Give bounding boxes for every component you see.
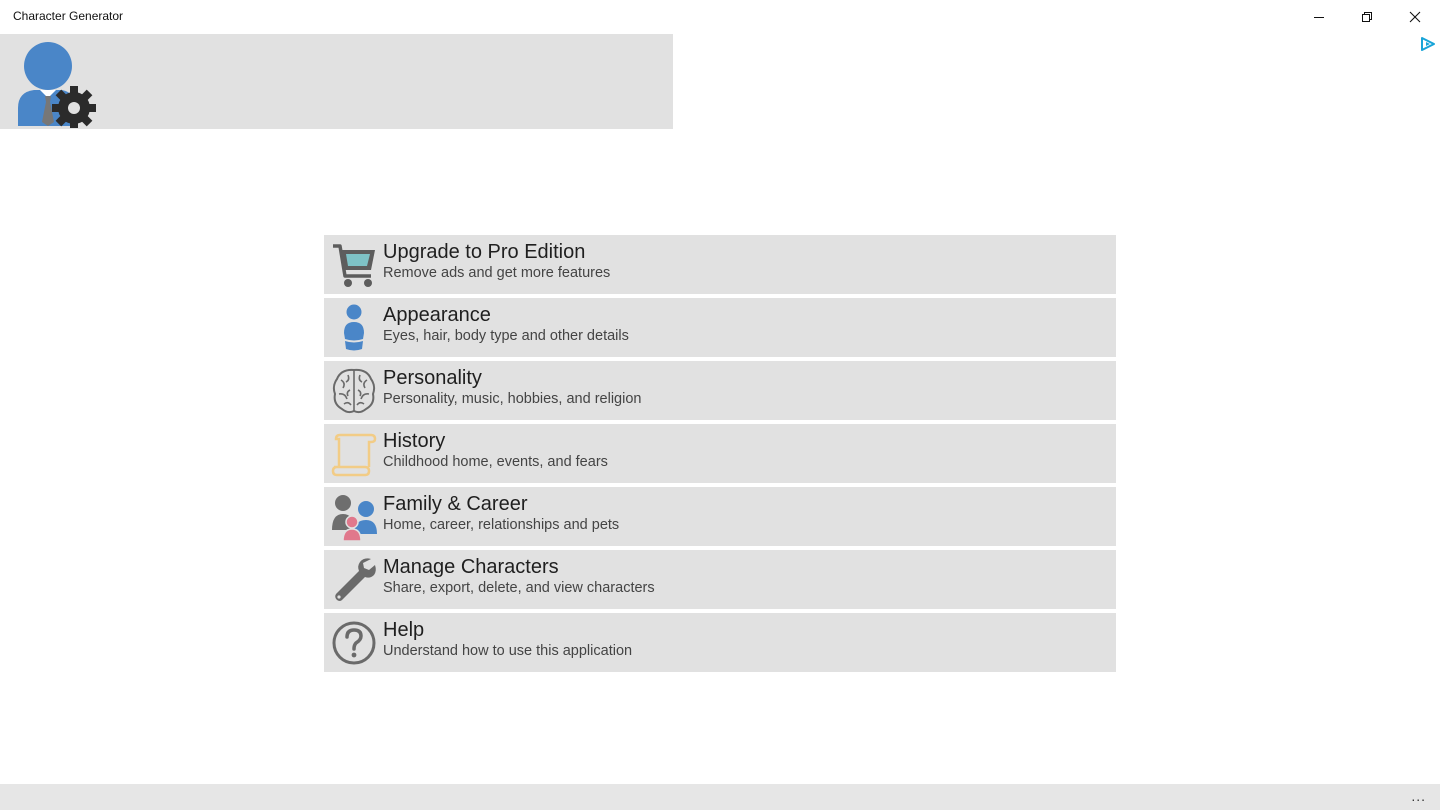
minimize-icon — [1313, 11, 1325, 23]
menu-item-title: Upgrade to Pro Edition — [383, 241, 586, 263]
menu-item-title: History — [383, 430, 446, 452]
menu-item-subtitle: Understand how to use this application — [383, 643, 633, 659]
menu-item-subtitle: Personality, music, hobbies, and religion — [383, 391, 642, 407]
people-icon — [331, 492, 377, 541]
menu-item-manage-characters[interactable] — [324, 550, 1116, 609]
menu-item-family-career[interactable] — [324, 487, 1116, 546]
user-gear-logo — [14, 38, 98, 128]
shopping-cart-icon — [331, 240, 377, 289]
close-icon — [1409, 11, 1421, 23]
title-bar — [0, 0, 1440, 33]
help-icon — [331, 618, 377, 667]
ad-choices-icon[interactable] — [1419, 36, 1437, 52]
menu-item-subtitle: Remove ads and get more features — [383, 265, 611, 281]
more-options-button[interactable]: ... — [1411, 788, 1426, 804]
menu-item-help[interactable] — [324, 613, 1116, 672]
menu-item-upgrade[interactable] — [324, 235, 1116, 294]
person-icon — [331, 303, 377, 352]
close-button[interactable] — [1392, 0, 1438, 33]
bottom-app-bar — [0, 784, 1440, 810]
wrench-icon — [331, 555, 377, 604]
window-title: Character Generator — [13, 9, 124, 23]
scroll-icon — [331, 429, 377, 478]
menu-item-title: Manage Characters — [383, 556, 559, 578]
header-banner — [0, 34, 673, 129]
menu-item-title: Appearance — [383, 304, 491, 326]
restore-button[interactable] — [1344, 0, 1390, 33]
menu-item-subtitle: Home, career, relationships and pets — [383, 517, 620, 533]
menu-item-subtitle: Childhood home, events, and fears — [383, 454, 608, 470]
minimize-button[interactable] — [1296, 0, 1342, 33]
menu-item-history[interactable] — [324, 424, 1116, 483]
restore-icon — [1361, 11, 1373, 23]
menu-item-appearance[interactable] — [324, 298, 1116, 357]
brain-icon — [331, 366, 377, 415]
menu-item-title: Family & Career — [383, 493, 528, 515]
menu-item-personality[interactable] — [324, 361, 1116, 420]
menu-item-title: Help — [383, 619, 425, 641]
main-menu — [324, 235, 1116, 676]
menu-item-subtitle: Share, export, delete, and view characters — [383, 580, 655, 596]
menu-item-subtitle: Eyes, hair, body type and other details — [383, 328, 629, 344]
menu-item-title: Personality — [383, 367, 482, 389]
